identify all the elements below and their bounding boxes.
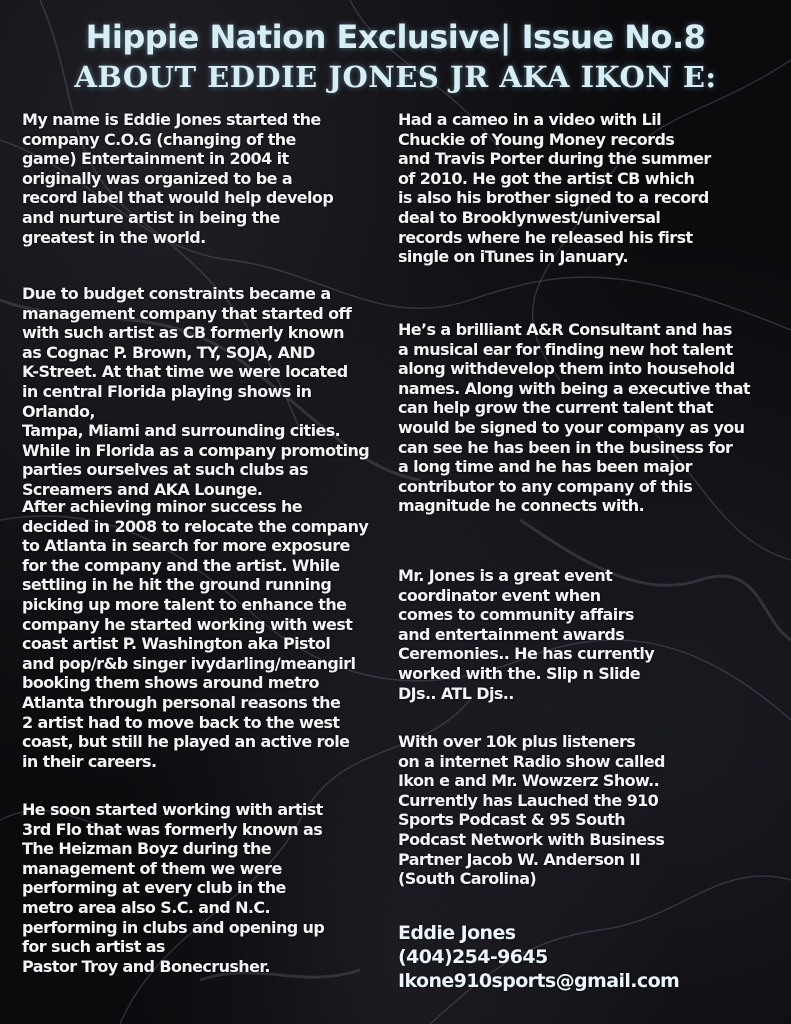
- contact-email[interactable]: Ikone910sports@gmail.com: [398, 970, 680, 992]
- left-paragraph-4: He soon started working with artist 3rd Flo that was formerly known as The Heizman Boyz during the management of them we were performing at every club in the metro area also S.C. and N.C. performing in clubs and opening up for such artist as Pastor Troy and Bonecrusher.: [22, 800, 325, 976]
- right-paragraph-4: With over 10k plus listeners on a internet Radio show called Ikon e and Mr. Wowzerz Show.. Currently has Lauched the 910 Sports Podcast & 95 South Podcast Network with Business Partner Jacob W. Anderson II (South Carolina): [398, 732, 665, 889]
- right-paragraph-1: Had a cameo in a video with Lil Chuckie of Young Money records and Travis Porter during the summer of 2010. He got the artist CB which is also his brother signed to a record deal to Brooklynwest/universal records where he released his first single on iTunes in January.: [398, 110, 711, 267]
- contact-name: Eddie Jones: [398, 922, 516, 944]
- right-paragraph-3: Mr. Jones is a great event coordinator event when comes to community affairs and entertainment awards Ceremonies.. He has currently worked with the. Slip n Slide DJs.. ATL Djs..: [398, 566, 655, 703]
- left-paragraph-1: My name is Eddie Jones started the company C.O.G (changing of the game) Entertainment in 2004 it originally was organized to be a record label that would help develop and nurture artist in being the greatest in the world.: [22, 110, 334, 247]
- left-paragraph-2: Due to budget constraints became a management company that started off with such artist as CB formerly known as Cognac P. Brown, TY, SOJA, AND K-Street. At that time we were located in central Florida playing shows in Orlando, Tampa, Miami and surrounding cities. While in Florida as a company promoting parties ourselves at such clubs as Screamers and AKA Lounge.: [22, 284, 370, 499]
- page-title: Hippie Nation Exclusive| Issue No.8: [85, 18, 706, 56]
- contact-phone: (404)254-9645: [398, 946, 548, 968]
- right-paragraph-2: He’s a brilliant A&R Consultant and has a musical ear for finding new hot talent along withdevelop them into household names. Along with being a executive that can help grow the current talent that would be signed to your company as you can see he has been in the business for a long time and he has been major contributor to any company of this magnitude he connects with.: [398, 320, 750, 516]
- page-subtitle: ABOUT EDDIE JONES JR AKA IKON E:: [74, 60, 717, 94]
- left-paragraph-3: After achieving minor success he decided in 2008 to relocate the company to Atlanta in search for more exposure for the company and the artist. While settling in he hit the ground running picking up more talent to enhance the company he started working with west coast artist P. Washington aka Pistol and pop/r&b singer ivydarling/meangirl booking them shows around metro Atlanta through personal reasons the 2 artist had to move back to the west coast, but still he played an active role in their careers.: [22, 497, 369, 771]
